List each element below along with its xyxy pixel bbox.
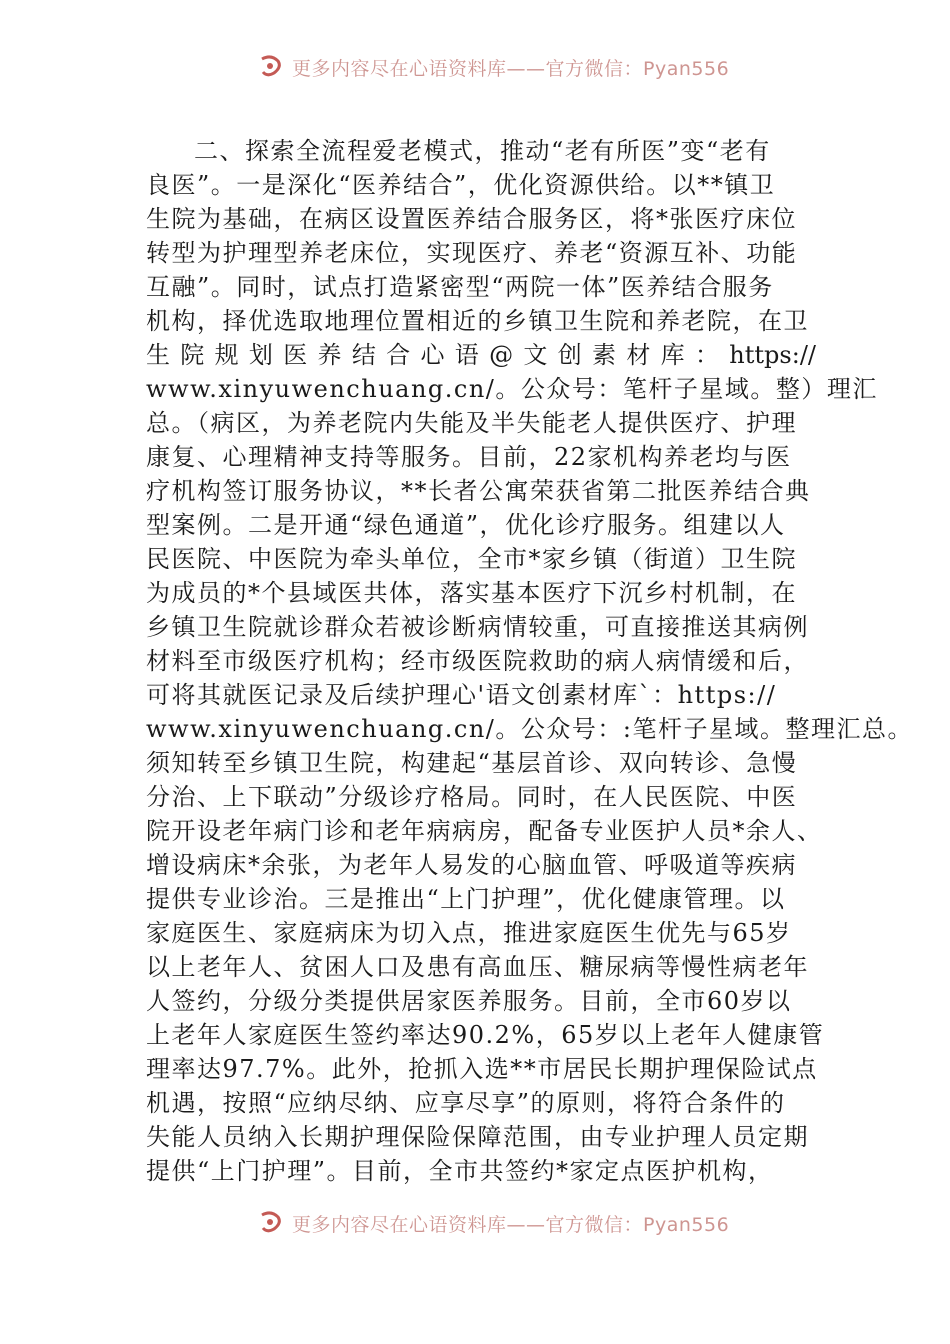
paragraph-line: 以上老年人、贫困人口及患有高血压、糖尿病等慢性病老年 xyxy=(146,953,809,981)
paragraph-line: 可将其就医记录及后续护理心'语文创素材库`：https:// xyxy=(146,681,777,709)
paragraph-line: 上老年人家庭医生签约率达90.2%，65岁以上老年人健康管 xyxy=(146,1021,825,1049)
paragraph-line: 须知转至乡镇卫生院，构建起“基层首诊、双向转诊、急慢 xyxy=(146,749,798,777)
paragraph-line: 良医”。一是深化“医养结合”，优化资源供给。以**镇卫 xyxy=(146,171,776,199)
header-watermark-banner xyxy=(258,52,778,82)
paragraph-line: 失能人员纳入长期护理保险保障范围，由专业护理人员定期 xyxy=(146,1123,809,1151)
paragraph-line: 理率达97.7%。此外，抢抓入选**市居民长期护理保险试点 xyxy=(146,1055,818,1083)
document-body xyxy=(146,134,913,1204)
paragraph-line: 机构，择优选取地理位置相近的乡镇卫生院和养老院，在卫 xyxy=(146,307,809,335)
paragraph-line: 民医院、中医院为牵头单位，全市*家乡镇（街道）卫生院 xyxy=(146,545,797,573)
paragraph-line: 康复、心理精神支持等服务。目前，22家机构养老均与医 xyxy=(146,443,792,471)
paragraph-line: 材料至市级医疗机构；经市级医院救助的病人病情缓和后， xyxy=(146,647,809,675)
paragraph-line: 总。（病区，为养老院内失能及半失能老人提供医疗、护理 xyxy=(146,409,797,437)
paragraph-line: 型案例。二是开通“绿色通道”，优化诊疗服务。组建以人 xyxy=(146,511,786,539)
paragraph-line: 机遇，按照“应纳尽纳、应享尽享”的原则，将符合条件的 xyxy=(146,1089,786,1117)
paragraph-line: 生院规划医养结合心语@文创素材库：https:// xyxy=(146,341,816,369)
paragraph-line: 乡镇卫生院就诊群众若被诊断病情较重，可直接推送其病例 xyxy=(146,613,809,641)
paragraph-line: 二、探索全流程爱老模式，推动“老有所医”变“老有 xyxy=(194,137,771,165)
footer-watermark-text: 更多内容尽在心语资料库——官方微信：Pyan556 xyxy=(292,1213,730,1236)
paragraph-line: www.xinyuwenchuang.cn/。公众号：笔杆子星域。整）理汇 xyxy=(146,375,878,403)
paragraph-line: 转型为护理型养老床位，实现医疗、养老“资源互补、功能 xyxy=(146,239,798,267)
footer-watermark-banner xyxy=(258,1208,778,1238)
paragraph-line: 家庭医生、家庭病床为切入点，推进家庭医生优先与65岁 xyxy=(146,919,792,947)
paragraph-line: 提供“上门护理”。目前，全市共签约*家定点医护机构， xyxy=(146,1157,774,1185)
paragraph-line: 人签约，分级分类提供居家医养服务。目前，全市60岁以 xyxy=(146,987,792,1015)
paragraph-line: www.xinyuwenchuang.cn/。公众号：:笔杆子星域。整理汇总。 xyxy=(146,715,913,743)
header-watermark-text: 更多内容尽在心语资料库——官方微信：Pyan556 xyxy=(292,57,730,80)
paragraph-line: 院开设老年病门诊和老年病病房，配备专业医护人员*余人、 xyxy=(146,817,823,845)
paragraph-line: 生院为基础，在病区设置医养结合服务区，将*张医疗床位 xyxy=(146,205,797,233)
paragraph-line: 互融”。同时，试点打造紧密型“两院一体”医养结合服务 xyxy=(146,273,774,301)
paragraph-line: 提供专业诊治。三是推出“上门护理”，优化健康管理。以 xyxy=(146,885,786,913)
paragraph-line: 为成员的*个县域医共体，落实基本医疗下沉乡村机制，在 xyxy=(146,579,797,607)
paragraph-line: 分治、上下联动”分级诊疗格局。同时，在人民医院、中医 xyxy=(146,783,798,811)
logo-icon xyxy=(258,55,284,79)
paragraph-line: 增设病床*余张，为老年人易发的心脑血管、呼吸道等疾病 xyxy=(146,851,797,879)
logo-icon xyxy=(258,1211,284,1235)
paragraph-line: 疗机构签订服务协议，**长者公寓荣获省第二批医养结合典 xyxy=(146,477,811,505)
